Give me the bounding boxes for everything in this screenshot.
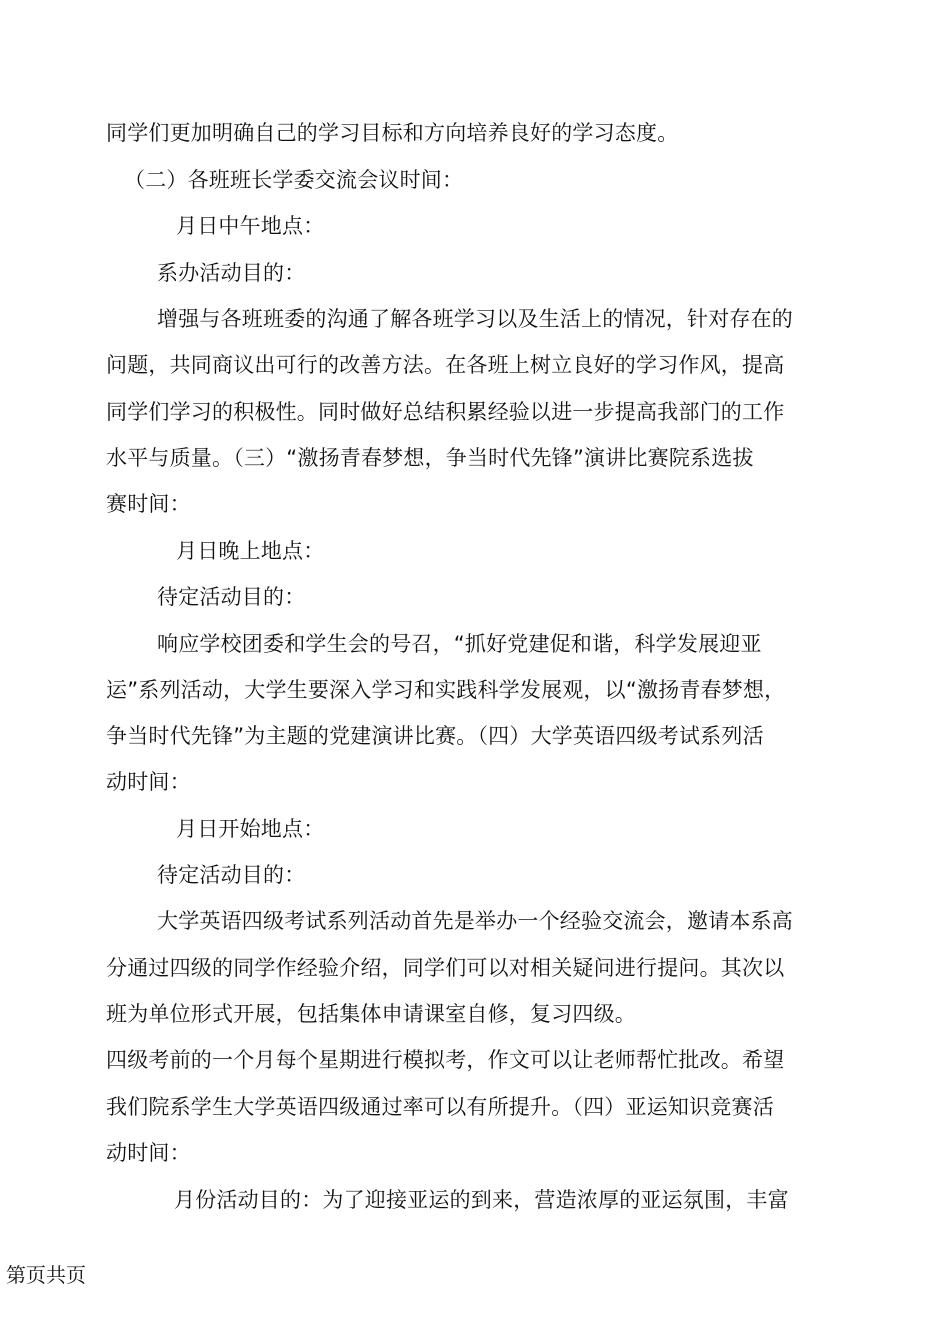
text-line: 水平与质量。（三）“激扬青春梦想，争当时代先锋”演讲比赛院系选拔 xyxy=(106,446,754,470)
section-heading: （二）各班班长学委交流会议时间： xyxy=(124,168,464,192)
text-line: 响应学校团委和学生会的号召，“抓好党建促和谐，科学发展迎亚 xyxy=(157,632,762,656)
text-line: 我们院系学生大学英语四级通过率可以有所提升。（四）亚运知识竞赛活 xyxy=(106,1095,774,1119)
text-line: 增强与各班班委的沟通了解各班学习以及生活上的情况，针对存在的 xyxy=(157,307,793,331)
page-footer: 第页共页 xyxy=(6,1263,86,1287)
text-line: 争当时代先锋”为主题的党建演讲比赛。（四）大学英语四级考试系列活 xyxy=(106,724,764,748)
text-line: 月份活动目的：为了迎接亚运的到来，营造浓厚的亚运氛围，丰富 xyxy=(174,1188,789,1212)
text-line: 待定活动目的： xyxy=(157,585,306,609)
text-line: 问题，共同商议出可行的改善方法。在各班上树立良好的学习作风，提高 xyxy=(106,353,785,377)
text-line: 系办活动目的： xyxy=(157,261,306,285)
text-line: 运”系列活动，大学生要深入学习和实践科学发展观，以“激扬青春梦想， xyxy=(106,678,786,702)
text-line: 分通过四级的同学作经验介绍，同学们可以对相关疑问进行提问。其次以 xyxy=(106,956,785,980)
text-line: 四级考前的一个月每个星期进行模拟考，作文可以让老师帮忙批改。希望 xyxy=(106,1048,785,1072)
text-line: 大学英语四级考试系列活动首先是举办一个经验交流会，邀请本系高 xyxy=(157,909,793,933)
text-line: 动时间： xyxy=(106,770,191,794)
text-line: 动时间： xyxy=(106,1141,191,1165)
text-line: 月日开始地点： xyxy=(176,817,325,841)
text-line: 月日晚上地点： xyxy=(176,539,325,563)
text-line: 班为单位形式开展，包括集体申请课室自修，复习四级。 xyxy=(106,1002,636,1026)
text-line: 同学们学习的积极性。同时做好总结积累经验以进一步提高我部门的工作 xyxy=(106,400,785,424)
text-line: 月日中午地点： xyxy=(176,214,325,238)
text-line: 待定活动目的： xyxy=(157,863,306,887)
text-line: 同学们更加明确自己的学习目标和方向培养良好的学习态度。 xyxy=(106,121,679,145)
text-line: 赛时间： xyxy=(106,492,191,516)
